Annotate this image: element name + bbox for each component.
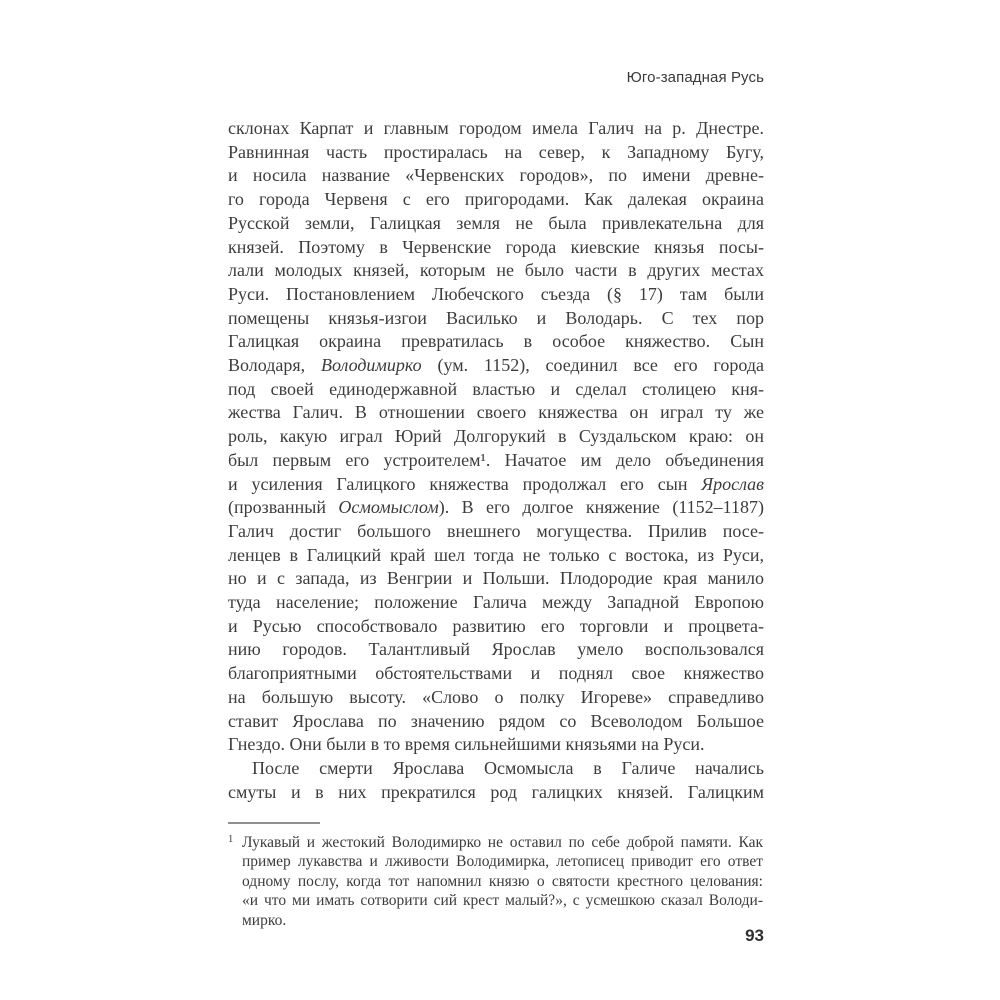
text-line: Галицкая окраина превратилась в особое княжество. Сын (228, 331, 764, 352)
text-line: го города Червеня с его пригородами. Как далекая окраина (228, 189, 764, 210)
text-line: «и что ми имать сотворити сий крест малый?», с усмешкою сказал Володи- (242, 892, 763, 910)
page-number: 93 (745, 926, 764, 945)
text-line: мирко. (242, 911, 287, 929)
text-line: и Русью способствовало развитию его торговли и процвета- (228, 615, 764, 636)
text-line: нию городов. Талантливый Ярослав умело воспользовался (228, 639, 764, 660)
page-body-text (228, 117, 764, 804)
text-line: под своей единодержавной властью и сделал столицею кня- (228, 378, 764, 399)
text-line: жества Галич. В отношении своего княжества он играл ту же (228, 402, 764, 423)
text-line: туда население; положение Галича между Западной Европою (228, 592, 764, 613)
text-line: князей. Поэтому в Червенские города киевские князья посы- (228, 236, 764, 257)
text-line: Равнинная часть простиралась на север, к Западному Бугу, (228, 141, 764, 162)
footnote-separator (228, 822, 320, 824)
text-line: был первым его устроителем¹. Начатое им дело объединения (228, 449, 764, 470)
text-line: смуты и в них прекратился род галицких князей. Галицким (228, 781, 764, 802)
text-line: склонах Карпат и главным городом имела Галич на р. Днестре. (228, 118, 764, 138)
paragraph (228, 757, 764, 804)
text-line: Русской земли, Галицкая земля не была привлекательна для (228, 212, 764, 233)
footnote-text (242, 833, 763, 930)
text-line: на большую высоту. «Слово о полку Игореве» справедливо (228, 686, 764, 707)
text-line: роль, какую играл Юрий Долгорукий в Суздальском краю: он (228, 426, 764, 447)
footnote (228, 833, 763, 930)
text-line: ленцев в Галицкий край шел тогда не только с востока, из Руси, (228, 544, 764, 565)
text-line: Володаря, Володимирко (ум. 1152), соединил все его города (228, 355, 764, 376)
text-line: Галич достиг большого внешнего могущества. Прилив посе- (228, 520, 764, 541)
styled-text-segment: Ярослав (701, 473, 764, 494)
text-line: и усиления Галицкого княжества продолжал его сын Ярослав (228, 473, 764, 494)
styled-text-segment: Осмомыслом (338, 497, 439, 518)
text-line: пример лукавства и лживости Володимирка, летописец приводит его ответ (242, 853, 763, 871)
text-line: благоприятными обстоятельствами и поднял свое княжество (228, 663, 764, 684)
text-line: Руси. Постановлением Любечского съезда (§ 17) там были (228, 283, 764, 304)
text-line: помещены князья-изгои Василько и Володарь. С тех пор (228, 307, 764, 328)
text-line: лали молодых князей, которым не было части в других местах (228, 260, 764, 281)
text-line: После смерти Ярослава Осмомысла в Галиче начались (252, 757, 764, 778)
text-line: Лукавый и жестокий Володимирко не оставил по себе доброй памяти. Как (242, 834, 763, 851)
text-line: и носила название «Червенских городов», по имени древне- (228, 165, 764, 186)
paragraph (228, 117, 764, 757)
text-line: одному послу, когда тот напомнил князю о святости крестного целования: (242, 872, 763, 890)
text-line: Гнездо. Они были в то время сильнейшими князьями на Руси. (228, 734, 705, 755)
text-line: ставит Ярослава по значению рядом со Всеволодом Большое (228, 710, 764, 731)
footnote-marker: 1 (228, 834, 234, 845)
styled-text-segment: Володимирко (320, 355, 422, 376)
running-header: Юго-западная Русь (626, 69, 764, 86)
text-line: (прозванный Осмомыслом). В его долгое княжение (1152–1187) (228, 497, 764, 518)
text-line: но и с запада, из Венгрии и Польши. Плодородие края манило (228, 568, 764, 589)
